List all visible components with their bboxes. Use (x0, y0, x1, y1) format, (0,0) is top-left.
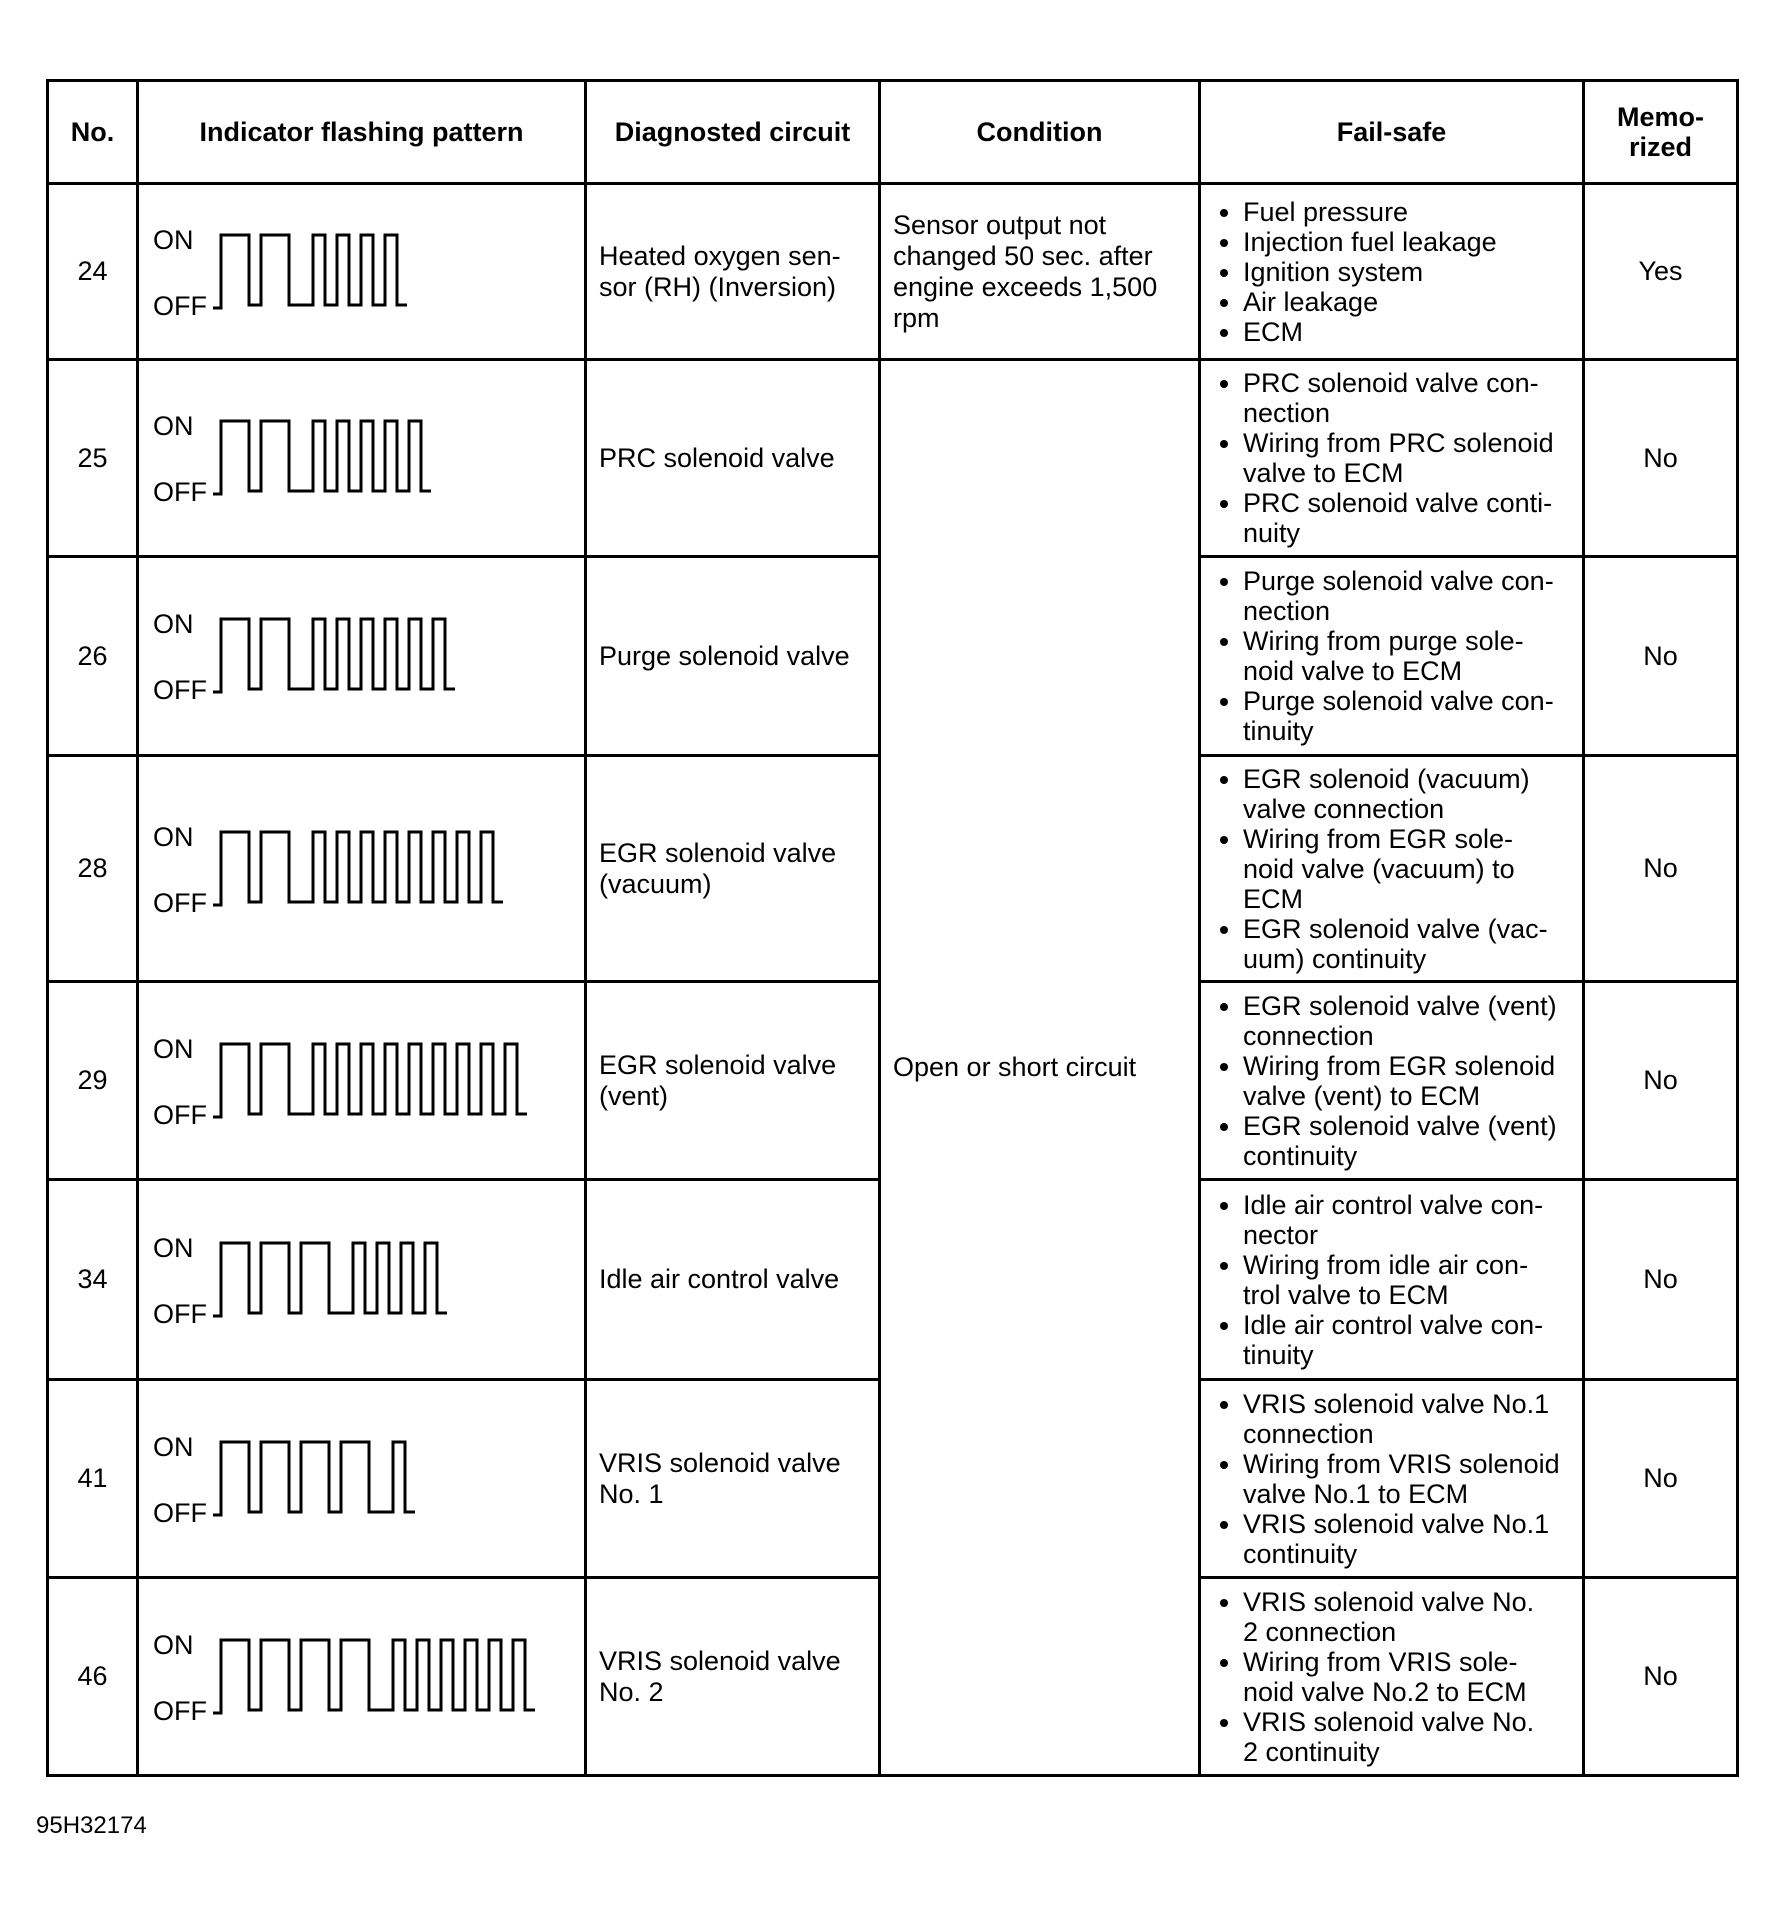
pattern-on-label: ON (153, 609, 194, 639)
memorized-value: No (1584, 360, 1738, 557)
flashing-pattern-cell (138, 184, 586, 360)
fail-safe-item: • EGR solenoid valve (vent) connection (1243, 991, 1574, 1051)
memorized-value: No (1584, 1380, 1738, 1578)
fail-safe-item: • Fuel pressure (1243, 197, 1574, 227)
fail-safe-list (1213, 1389, 1574, 1569)
fail-safe-list-cell (1200, 1578, 1584, 1776)
fail-safe-item: • Purge solenoid valve con- tinuity (1243, 686, 1574, 746)
waveform-line (213, 421, 431, 494)
fail-safe-item: • Wiring from EGR solenoid valve (vent) to ECM (1243, 1051, 1574, 1111)
pattern-off-label: OFF (153, 1695, 207, 1726)
pattern-on-label: ON (153, 1431, 194, 1462)
fail-safe-item: • VRIS solenoid valve No. 2 connection (1243, 1587, 1574, 1647)
flashing-pattern-waveform (139, 1225, 579, 1335)
pattern-off-label: OFF (153, 477, 207, 507)
code-number: 24 (48, 184, 138, 360)
code-number: 41 (48, 1380, 138, 1578)
condition: Sensor output not changed 50 sec. after engine exceeds 1,500 rpm (880, 184, 1200, 360)
diagnosed-circuit: Heated oxygen sen- sor (RH) (Inversion) (586, 184, 880, 360)
flashing-pattern-cell (138, 360, 586, 557)
flashing-pattern-waveform (139, 814, 579, 924)
header-no: No. (48, 81, 138, 184)
fail-safe-list (1213, 1587, 1574, 1767)
fail-safe-item: • VRIS solenoid valve No.1 continuity (1243, 1509, 1574, 1569)
pattern-off-label: OFF (153, 1099, 207, 1130)
waveform-line (213, 235, 407, 308)
pattern-on-label: ON (153, 1629, 194, 1660)
flashing-pattern-cell (138, 982, 586, 1180)
fail-safe-list (1213, 1190, 1574, 1370)
flashing-pattern-waveform (139, 601, 579, 711)
waveform-line (213, 1044, 527, 1117)
fail-safe-item: • PRC solenoid valve conti- nuity (1243, 488, 1574, 548)
header-pattern: Indicator flashing pattern (138, 81, 586, 184)
flashing-pattern-cell (138, 1380, 586, 1578)
fail-safe-item: • Idle air control valve con- tinuity (1243, 1310, 1574, 1370)
memorized-value: No (1584, 1578, 1738, 1776)
waveform-line (213, 1442, 415, 1515)
header-circuit: Diagnosted circuit (586, 81, 880, 184)
fail-safe-item: • Wiring from PRC solenoid valve to ECM (1243, 428, 1574, 488)
code-number: 26 (48, 557, 138, 756)
waveform-line (213, 832, 503, 905)
fail-safe-item: • Purge solenoid valve con- nection (1243, 566, 1574, 626)
code-number: 25 (48, 360, 138, 557)
waveform-line (213, 1243, 447, 1316)
fail-safe-item: • Idle air control valve con- nector (1243, 1190, 1574, 1250)
diagnosed-circuit: Idle air control valve (586, 1180, 880, 1380)
fail-safe-list-cell (1200, 557, 1584, 756)
fail-safe-item: • VRIS solenoid valve No. 2 continuity (1243, 1707, 1574, 1767)
flashing-pattern-cell (138, 756, 586, 982)
fail-safe-item: • EGR solenoid valve (vac- uum) continuity (1243, 914, 1574, 974)
flashing-pattern-waveform (139, 217, 579, 327)
fail-safe-item: • EGR solenoid (vacuum) valve connection (1243, 764, 1574, 824)
fail-safe-list-cell (1200, 982, 1584, 1180)
flashing-pattern-waveform (139, 403, 579, 513)
fail-safe-item: • Wiring from EGR sole- noid valve (vacuum) to ECM (1243, 824, 1574, 914)
header-memorized: Memo- rized (1584, 81, 1738, 184)
diagnosed-circuit: VRIS solenoid valve No. 2 (586, 1578, 880, 1776)
header-row (48, 81, 1738, 184)
code-number: 46 (48, 1578, 138, 1776)
fail-safe-list (1213, 197, 1574, 347)
figure-id: 95H32174 (36, 1812, 147, 1839)
waveform-line (213, 1640, 535, 1713)
pattern-on-label: ON (153, 411, 194, 441)
memorized-value: No (1584, 1180, 1738, 1380)
pattern-off-label: OFF (153, 290, 207, 321)
header-failsafe: Fail-safe (1200, 81, 1584, 184)
fail-safe-list-cell (1200, 184, 1584, 360)
fail-safe-item: • EGR solenoid valve (vent) continuity (1243, 1111, 1574, 1171)
fail-safe-list-cell (1200, 756, 1584, 982)
code-number: 29 (48, 982, 138, 1180)
table-row (48, 360, 1738, 557)
pattern-off-label: OFF (153, 887, 207, 918)
fail-safe-item: • Wiring from VRIS sole- noid valve No.2 to ECM (1243, 1647, 1574, 1707)
table-row (48, 184, 1738, 360)
flashing-pattern-cell (138, 1578, 586, 1776)
flashing-pattern-waveform (139, 1622, 579, 1732)
fail-safe-list-cell (1200, 1380, 1584, 1578)
pattern-off-label: OFF (153, 1298, 207, 1329)
fail-safe-list-cell (1200, 1180, 1584, 1380)
fail-safe-item: • Wiring from purge sole- noid valve to ECM (1243, 626, 1574, 686)
fail-safe-list (1213, 368, 1574, 548)
pattern-off-label: OFF (153, 1497, 207, 1528)
fail-safe-item: • Injection fuel leakage (1243, 227, 1574, 257)
memorized-value: Yes (1584, 184, 1738, 360)
diagnosed-circuit: EGR solenoid valve (vent) (586, 982, 880, 1180)
fail-safe-item: • Air leakage (1243, 287, 1574, 317)
memorized-value: No (1584, 557, 1738, 756)
pattern-on-label: ON (153, 224, 194, 255)
fail-safe-item: • VRIS solenoid valve No.1 connection (1243, 1389, 1574, 1449)
pattern-off-label: OFF (153, 675, 207, 705)
diagnosed-circuit: EGR solenoid valve (vacuum) (586, 756, 880, 982)
waveform-line (213, 619, 455, 692)
flashing-pattern-cell (138, 1180, 586, 1380)
memorized-value: No (1584, 756, 1738, 982)
fail-safe-item: • Wiring from VRIS solenoid valve No.1 to ECM (1243, 1449, 1574, 1509)
flashing-pattern-waveform (139, 1424, 579, 1534)
fail-safe-item: • Ignition system (1243, 257, 1574, 287)
fail-safe-item: • Wiring from idle air con- trol valve to ECM (1243, 1250, 1574, 1310)
fail-safe-item: • PRC solenoid valve con- nection (1243, 368, 1574, 428)
fail-safe-item: • ECM (1243, 317, 1574, 347)
pattern-on-label: ON (153, 1033, 194, 1064)
pattern-on-label: ON (153, 821, 194, 852)
shared-condition: Open or short circuit (880, 360, 1200, 1776)
fail-safe-list (1213, 566, 1574, 746)
pattern-on-label: ON (153, 1232, 194, 1263)
flashing-pattern-waveform (139, 1026, 579, 1136)
code-number: 28 (48, 756, 138, 982)
code-number: 34 (48, 1180, 138, 1380)
diagnosed-circuit: Purge solenoid valve (586, 557, 880, 756)
fail-safe-list-cell (1200, 360, 1584, 557)
diagnosed-circuit: VRIS solenoid valve No. 1 (586, 1380, 880, 1578)
fail-safe-list (1213, 991, 1574, 1171)
fail-safe-list (1213, 764, 1574, 974)
diagnostic-table (46, 79, 1739, 1777)
diagnosed-circuit: PRC solenoid valve (586, 360, 880, 557)
memorized-value: No (1584, 982, 1738, 1180)
header-condition: Condition (880, 81, 1200, 184)
flashing-pattern-cell (138, 557, 586, 756)
